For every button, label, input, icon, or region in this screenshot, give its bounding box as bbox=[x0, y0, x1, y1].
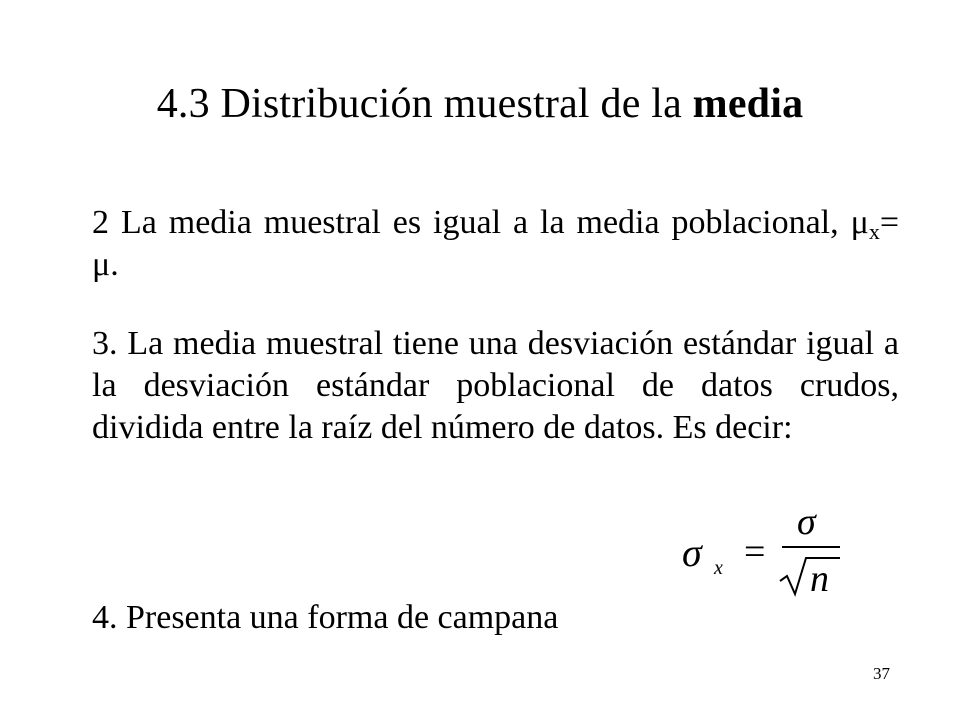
title-emphasis: media bbox=[692, 81, 804, 127]
mu-symbol-population: μ bbox=[92, 246, 111, 283]
point-4: 4. Presenta una forma de campana bbox=[92, 599, 559, 636]
formula-numerator: σ bbox=[797, 506, 816, 543]
mu-subscript: x bbox=[868, 219, 880, 244]
standard-error-formula bbox=[680, 506, 850, 602]
formula-denominator: n bbox=[810, 558, 829, 600]
point-3: 3. La media muestral tiene una desviación estándar igual a la desviación estándar poblacional de datos crudos, dividida entre la raíz del número de datos. Es decir: bbox=[92, 325, 899, 446]
equals-sign: = bbox=[879, 204, 899, 241]
page-number: 37 bbox=[873, 664, 890, 683]
formula-lhs-sigma: σ bbox=[682, 530, 702, 575]
point-2 bbox=[92, 202, 899, 286]
point-2-end: . bbox=[110, 246, 119, 283]
mu-symbol: μ bbox=[850, 204, 869, 241]
title-text: 4.3 Distribución muestral de la bbox=[156, 81, 693, 127]
formula-lhs-subscript: x bbox=[714, 557, 723, 579]
slide-title bbox=[0, 76, 960, 132]
point-2-text: 2 La media muestral es igual a la media poblacional, bbox=[92, 204, 851, 241]
formula-equals: = bbox=[744, 531, 766, 573]
